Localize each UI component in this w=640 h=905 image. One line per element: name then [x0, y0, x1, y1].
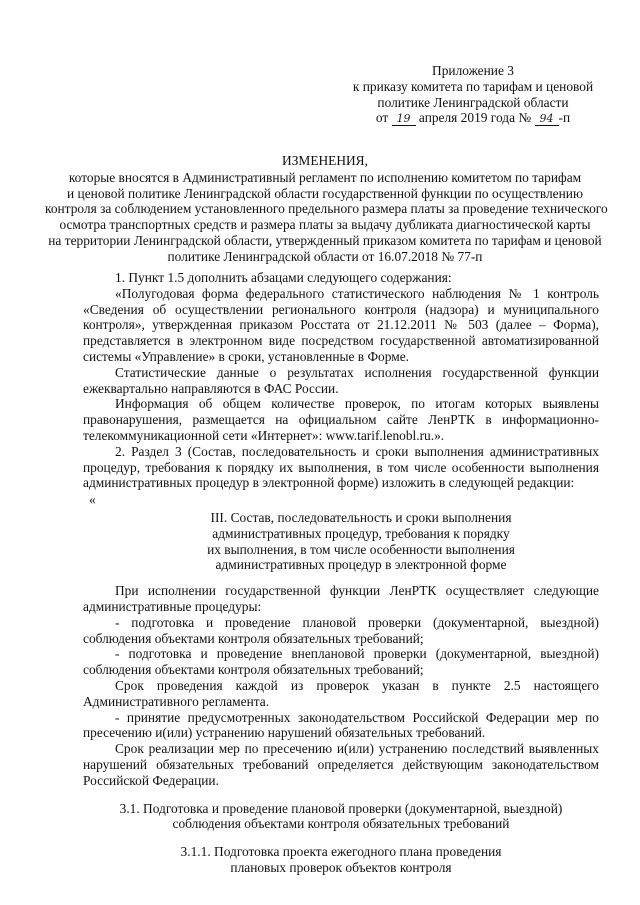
paragraph-measures: - принятие предусмотренных законодательством Российской Федерации мер по пресечению и(или) устранению нарушений обязательных требований. — [83, 709, 599, 741]
paragraph-item-1: 1. Пункт 1.5 дополнить абзацами следующего содержания: — [115, 270, 452, 285]
appendix-number: Приложение 3 — [432, 63, 514, 78]
title-line: осмотра транспортных средств и размера платы за выдачу дубликата диагностической карты — [59, 217, 591, 233]
order-suffix: -п — [558, 110, 571, 126]
subsection-heading-line: плановых проверок объектов контроля — [230, 859, 452, 875]
spacer — [83, 789, 599, 801]
opening-quote: « — [89, 492, 96, 508]
subsection-3-1-heading — [83, 801, 599, 833]
order-reference-line: к приказу комитета по тарифам и ценовой — [352, 78, 594, 94]
handwritten-order-number: 94 — [535, 113, 559, 126]
title-line: и ценовой политике Ленинградской области государственной функции по осуществлению — [67, 185, 583, 201]
paragraph-statistics-fas: Статистические данные о результатах исполнения государственной функции ежеквартально направляются в ФАС России. — [83, 364, 599, 396]
document-title — [45, 153, 608, 265]
title-line: которые вносятся в Административный регламент по исполнению комитетом по тарифам — [68, 169, 582, 185]
paragraph-procedures-intro: При исполнении государственной функции ЛенРТК осуществляет следующие административные процедуры: — [83, 583, 599, 614]
title-heading: ИЗМЕНЕНИЯ, — [282, 153, 368, 168]
appendix-header — [348, 63, 598, 126]
order-date-line — [348, 110, 598, 126]
paragraph-statistics-form: «Полугодовая форма федерального статистического наблюдения № 1 контроль «Сведения об осуществлении регионального контроля (надзора) и муниципального контроля», утвержденная приказом Росстата от 21.12.2011 № 503 (далее – Форма), представляется в электронном виде посредством государственной автоматизированной системы «Управление» в сроки, установленные в Форме. — [83, 285, 599, 364]
handwritten-day: 19 — [392, 113, 416, 126]
date-prefix: от — [375, 110, 389, 126]
subsection-heading-line: 3.1. Подготовка и проведение плановой проверки (документарной, выездной) — [119, 800, 563, 816]
section-heading-line: административных процедур, требования к порядку — [212, 525, 510, 541]
subsection-heading-line: 3.1.1. Подготовка проекта ежегодного плана проведения — [180, 844, 502, 860]
paragraph-website-info: Информация об общем количестве проверок, по итогам которых выявлены правонарушения, размещается на официальном сайте ЛенРТК в информационно-телекоммуникационной сети «Интернет»: www.tarif.lenobl.ru.». — [83, 396, 599, 443]
section-heading-line: их выполнения, в том числе особенности выполнения — [207, 541, 515, 557]
title-line: политике Ленинградской области от 16.07.2018 № 77-п — [167, 248, 483, 264]
subsection-3-1-1-heading — [83, 844, 599, 876]
paragraph-measures-term: Срок реализации мер по пресечению и(или) устранению последствий выявленных нарушений обязательных требований определяется действующим законодательством Российской Федерации. — [83, 741, 599, 788]
committee-line: политике Ленинградской области — [377, 94, 569, 110]
date-middle: апреля 2019 года № — [418, 110, 532, 126]
section-heading-line: III. Состав, последовательность и сроки выполнения — [210, 509, 512, 525]
spacer — [83, 832, 599, 844]
paragraph-inspection-term: Срок проведения каждой из проверок указан в пункте 2.5 настоящего Административного регламента. — [83, 677, 599, 709]
title-line: на территории Ленинградской области, утвержденный приказом комитета по тарифам и ценовой — [48, 232, 602, 248]
section-heading-line: административных процедур в электронной форме — [215, 557, 507, 573]
paragraph-unplanned-inspection: - подготовка и проведение внеплановой проверки (документарной, выездной) соблюдения объектами контроля обязательных требований; — [83, 646, 599, 678]
title-line: контроля за соблюдением установленного предельного размера платы за проведение технического — [45, 201, 608, 217]
paragraph-item-2: 2. Раздел 3 (Состав, последовательность и сроки выполнения административных процедур, требования к порядку их выполнения, в том числе особенности выполнения административных процедур в электронной форме) изложить в следующей редакции: — [83, 443, 599, 491]
subsection-heading-line: соблюдения объектами контроля обязательных требований — [172, 816, 510, 832]
section-iii-heading — [83, 510, 599, 573]
paragraph-planned-inspection: - подготовка и проведение плановой проверки (документарной, выездной) соблюдения объектами контроля обязательных требований; — [83, 614, 599, 646]
document-body — [83, 270, 599, 876]
